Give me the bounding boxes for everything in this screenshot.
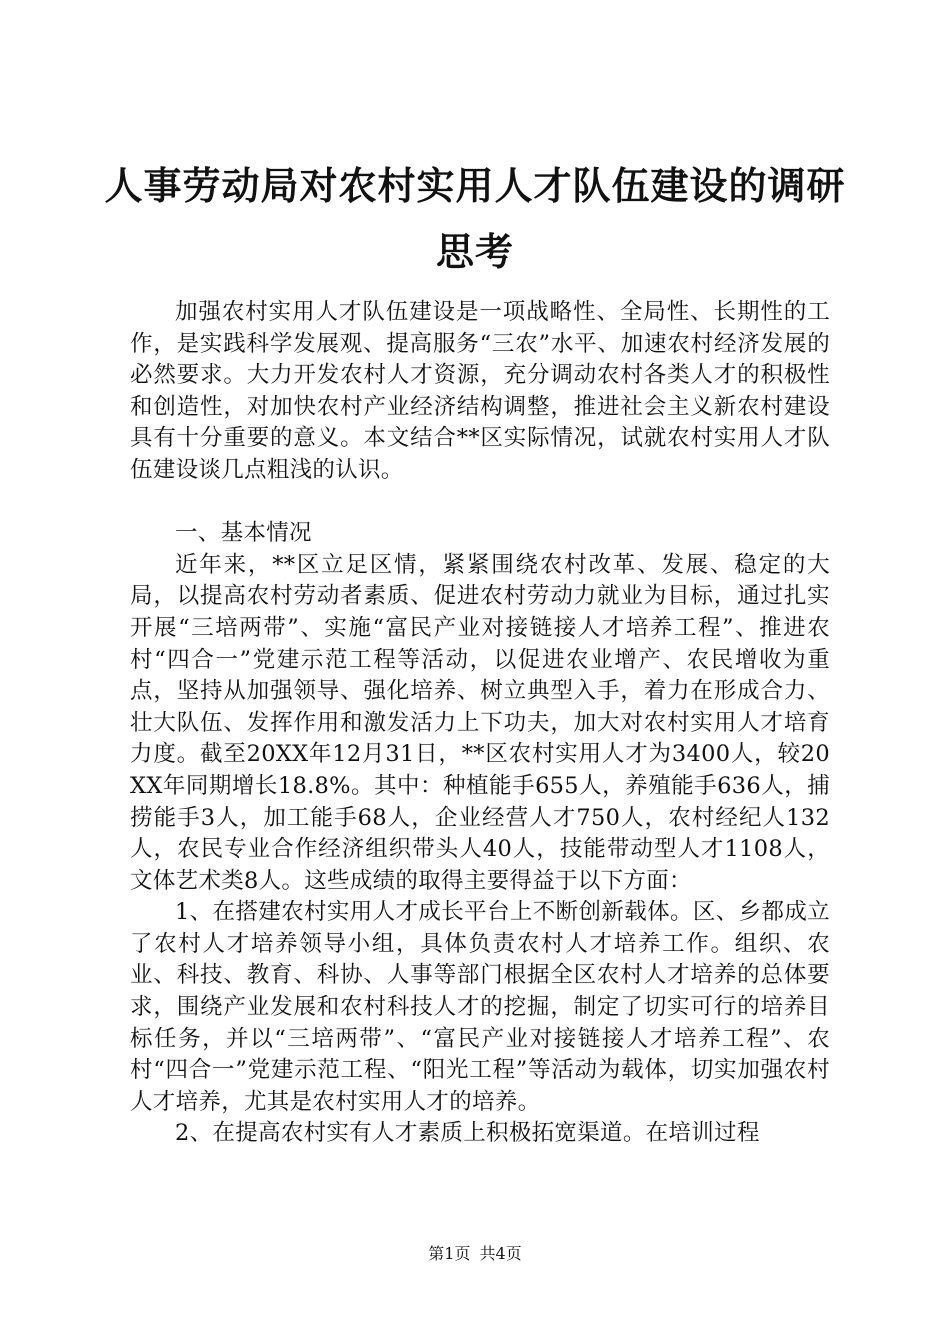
document-title: 人事劳动局对农村实用人才队伍建设的调研思考 — [104, 163, 846, 274]
section-heading: 一、基本情况 — [175, 520, 312, 547]
document-body — [130, 297, 830, 1150]
page-footer — [0, 1244, 950, 1264]
page-total: 共4页 — [479, 1244, 522, 1263]
point-1-paragraph: 1、在搭建农村实用人才成长平台上不断创新载体。区、乡都成立了农村人才培养领导小组，具体负责农村人才培养工作。组织、农业、科技、教育、科协、人事等部门根据全区农村人才培养的总体要求，围绕产业发展和农村科技人才的挖掘，制定了切实可行的培养目标任务，并以“三培两带”、“富民产业对接链接人才培养工程”、农村“四合一”党建示范工程、“阳光工程”等活动为载体，切实加强农村人才培养，尤其是农村实用人才的培养。 — [130, 899, 830, 1115]
basic-situation-paragraph: 近年来，**区立足区情，紧紧围绕农村改革、发展、稳定的大局，以提高农村劳动者素质、促进农村劳动力就业为目标，通过扎实开展“三培两带”、实施“富民产业对接链接人才培养工程”、推进农村“四合一”党建示范工程等活动，以促进农业增产、农民增收为重点，坚持从加强领导、强化培养、树立典型入手，着力在形成合力、壮大队伍、发挥作用和激发活力上下功夫，加大对农村实用人才培育力度。截至20XX年12月31日，**区农村实用人才为3400人，较20XX年同期增长18.8%。其中：种植能手655人，养殖能手636人，捕捞能手3人，加工能手68人，企业经营人才750人，农村经纪人132人，农民专业合作经济组织带头人40人，技能带动型人才1108人，文体艺术类8人。这些成绩的取得主要得益于以下方面： — [130, 551, 830, 894]
paragraph-gap — [130, 487, 830, 519]
intro-paragraph: 加强农村实用人才队伍建设是一项战略性、全局性、长期性的工作，是实践科学发展观、提高服务“三农”水平、加速农村经济发展的必然要求。大力开发农村人才资源，充分调动农村各类人才的积极性和创造性，对加快农村产业经济结构调整，推进社会主义新农村建设具有十分重要的意义。本文结合**区实际情况，试就农村实用人才队伍建设谈几点粗浅的认识。 — [130, 299, 830, 483]
page-number: 第1页 — [428, 1244, 471, 1263]
point-2-paragraph: 2、在提高农村实有人才素质上积极拓宽渠道。在培训过程 — [175, 1120, 760, 1147]
